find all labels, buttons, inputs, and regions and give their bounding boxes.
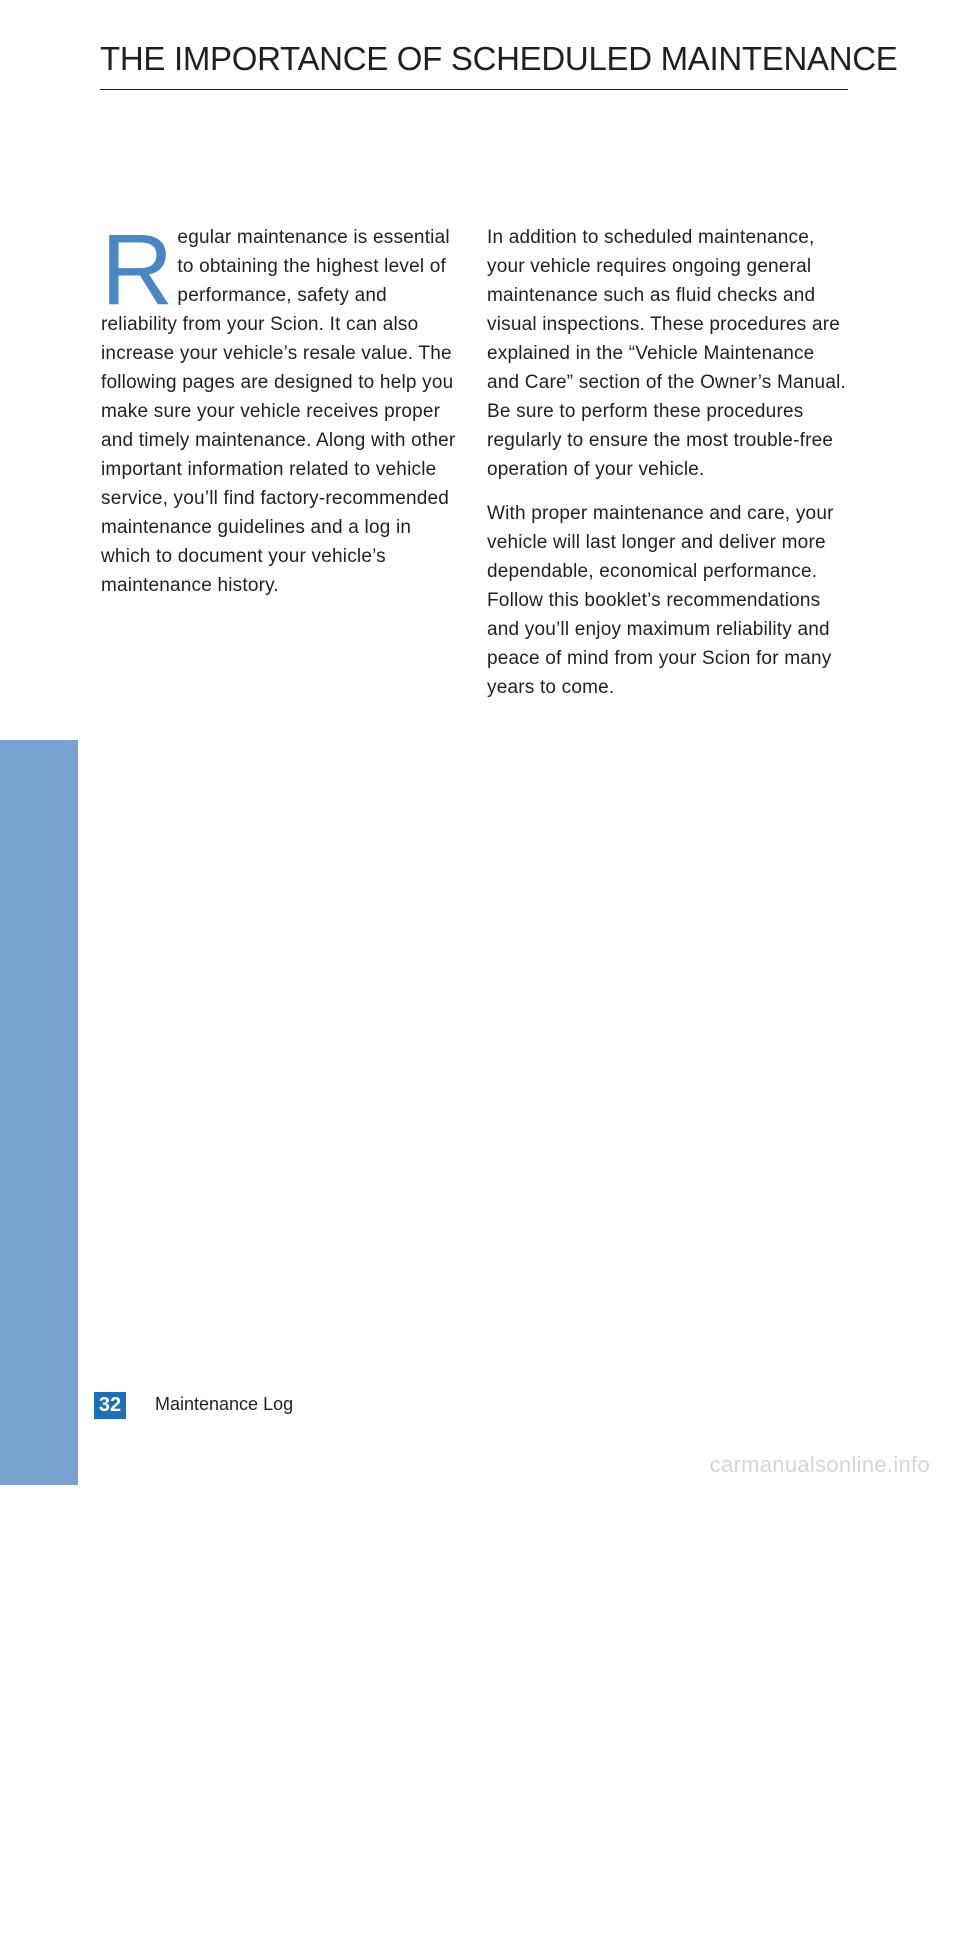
- title-divider: [100, 89, 848, 90]
- watermark: carmanualsonline.info: [709, 1452, 930, 1477]
- left-column: [101, 214, 466, 600]
- footer-label: Maintenance Log: [155, 1394, 294, 1414]
- proper-care-paragraph: With proper maintenance and care, your vehicle will last longer and deliver more dependable, economical performance. Follow this booklet’s recommendations and you’ll enjoy maximum reliability and peace of mind from your Scion for many years to come.: [487, 503, 834, 698]
- page-number: 32: [94, 1392, 126, 1419]
- page-title: THE IMPORTANCE OF SCHEDULED MAINTENANCE: [100, 40, 898, 77]
- section-tab-band: [0, 740, 78, 1946]
- general-maintenance-paragraph: In addition to scheduled maintenance, your vehicle requires ongoing general maintenance such as fluid checks and visual inspections. These procedures are explained in the “Vehicle Maintenance and Care” section of the Owner’s Manual. Be sure to perform these procedures regularly to ensure the most trouble-free operation of your vehicle.: [487, 227, 846, 480]
- right-column: [487, 223, 849, 702]
- section-tab-label: MAINTENANCE: [25, 1754, 52, 1946]
- intro-paragraph-text: egular maintenance is essential to obtaining the highest level of performance, safety and reliability from your Scion. It can also increase your vehicle’s resale value. The following pages are designed to help you make sure your vehicle receives proper and timely maintenance. Along with other important information related to vehicle service, you’ll find factory-recommended maintenance guidelines and a log in which to document your vehicle’s maintenance history.: [101, 227, 456, 596]
- drop-cap: R: [101, 214, 174, 326]
- intro-paragraph: [101, 214, 466, 600]
